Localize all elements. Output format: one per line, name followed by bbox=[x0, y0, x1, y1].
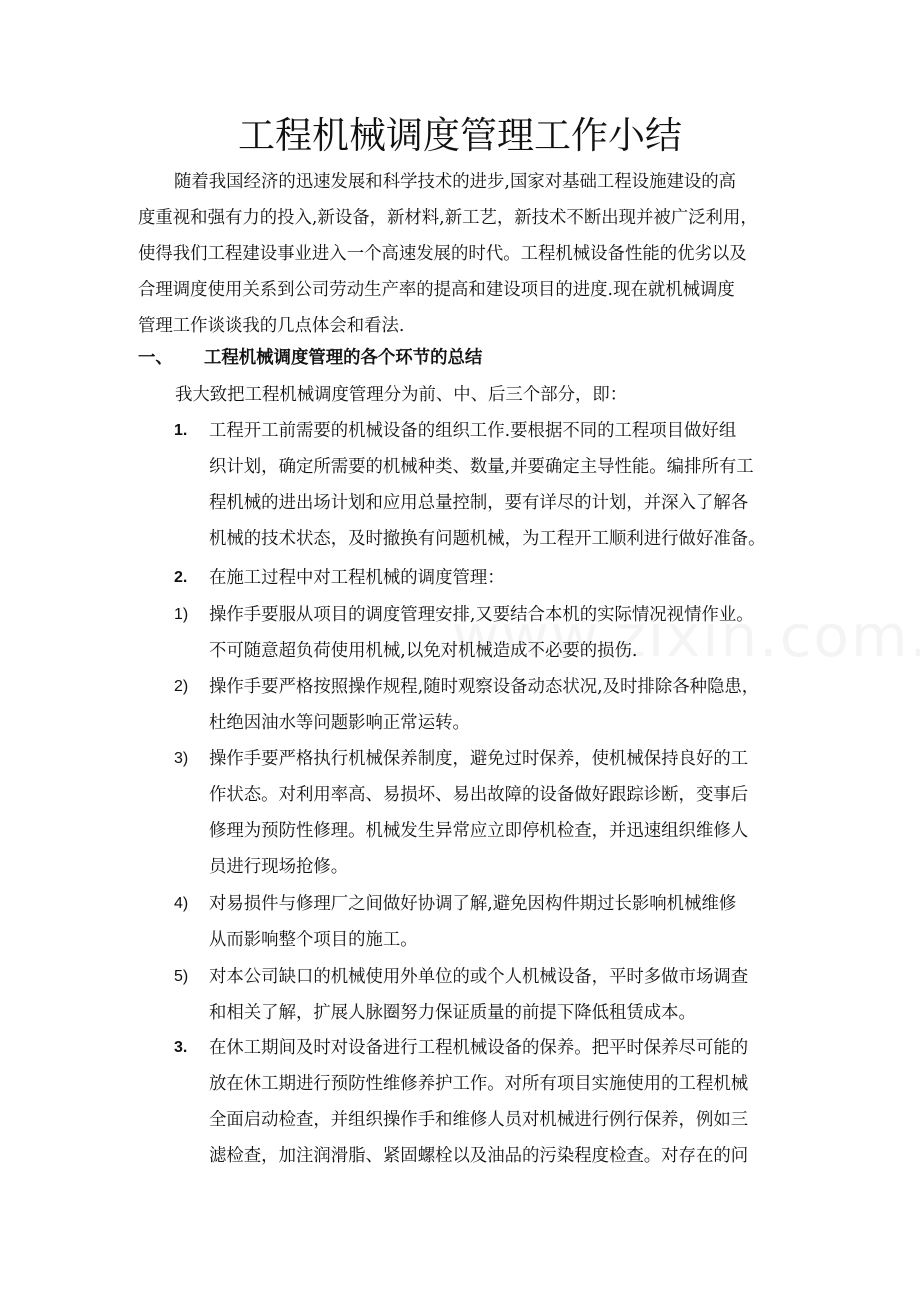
list-item-body bbox=[209, 741, 799, 885]
list-item-line: 工程开工前需要的机械设备的组织工作.要根据不同的工程项目做好组 bbox=[209, 421, 737, 441]
list-marker: 3) bbox=[174, 750, 189, 767]
intro-line: 管理工作谈谈我的几点体会和看法. bbox=[138, 316, 405, 336]
list-item-body bbox=[209, 597, 799, 669]
list-item-line: 对本公司缺口的机械使用外单位的或个人机械设备，平时多做市场调查 bbox=[209, 967, 749, 987]
list-item-line: 从而影响整个项目的施工。 bbox=[209, 930, 418, 950]
list-marker: 3. bbox=[174, 1039, 188, 1056]
list-item-line: 不可随意超负荷使用机械,以免对机械造成不必要的损伤. bbox=[209, 641, 638, 661]
list-item-line: 操作手要服从项目的调度管理安排,又要结合本机的实际情况视情作业。 bbox=[209, 605, 754, 625]
list-item-body bbox=[209, 1030, 799, 1174]
intro-paragraph bbox=[138, 164, 798, 344]
list-marker: 1) bbox=[174, 606, 189, 623]
list-item-line: 操作手要严格执行机械保养制度，避免过时保养，使机械保持良好的工 bbox=[209, 749, 749, 769]
list-item-line: 杜绝因油水等问题影响正常运转。 bbox=[209, 713, 470, 733]
list-item-body bbox=[209, 959, 799, 1031]
list-item-line: 放在休工期进行预防性维修养护工作。对所有项目实施使用的工程机械 bbox=[209, 1074, 749, 1094]
list-item-line: 滤检查，加注润滑脂、紧固螺栓以及油品的污染程度检查。对存在的问 bbox=[209, 1146, 749, 1166]
list-item-line: 在休工期间及时对设备进行工程机械设备的保养。把平时保养尽可能的 bbox=[209, 1038, 749, 1058]
document-title: 工程机械调度管理工作小结 bbox=[238, 114, 682, 157]
list-item-line: 对易损件与修理厂之间做好协调了解,避免因构件期过长影响机械维修 bbox=[209, 894, 737, 914]
intro-line: 使得我们工程建设事业进入一个高速发展的时代。工程机械设备性能的优劣以及 bbox=[138, 244, 747, 264]
list-item-line: 修理为预防性修理。机械发生异常应立即停机检查，并迅速组织维修人 bbox=[209, 821, 749, 841]
list-item-line: 员进行现场抢修。 bbox=[209, 857, 349, 877]
section-number: 一、 bbox=[138, 348, 173, 368]
list-item-line: 程机械的进出场计划和应用总量控制，要有详尽的计划，并深入了解各 bbox=[209, 493, 749, 513]
list-marker: 2. bbox=[174, 569, 188, 586]
list-item-body bbox=[209, 886, 799, 958]
intro-line: 合理调度使用关系到公司劳动生产率的提高和建设项目的进度.现在就机械调度 bbox=[138, 280, 735, 300]
list-item-line: 全面启动检查，并组织操作手和维修人员对机械进行例行保养，例如三 bbox=[209, 1110, 749, 1130]
list-item-body bbox=[209, 560, 799, 596]
intro-line: 随着我国经济的迅速发展和科学技术的进步,国家对基础工程设施建设的高 bbox=[174, 172, 737, 192]
list-marker: 2) bbox=[174, 678, 189, 695]
list-marker: 4) bbox=[174, 895, 189, 912]
list-item-line: 作状态。对利用率高、易损坏、易出故障的设备做好跟踪诊断，变事后 bbox=[209, 785, 749, 805]
section-intro: 我大致把工程机械调度管理分为前、中、后三个部分，即： bbox=[175, 385, 628, 405]
list-item-line: 在施工过程中对工程机械的调度管理： bbox=[209, 568, 505, 588]
list-marker: 1. bbox=[174, 422, 188, 439]
list-item-line: 操作手要严格按照操作规程,随时观察设备动态状况,及时排除各种隐患， bbox=[209, 677, 760, 697]
list-item-body bbox=[209, 413, 799, 557]
list-item-line: 机械的技术状态，及时撤换有问题机械，为工程开工顺利进行做好准备。 bbox=[209, 529, 766, 549]
list-item-body bbox=[209, 669, 799, 741]
section-heading bbox=[138, 343, 482, 373]
list-item-line: 和相关了解，扩展人脉圈努力保证质量的前提下降低租赁成本。 bbox=[209, 1003, 696, 1023]
list-marker: 5) bbox=[174, 968, 189, 985]
section-heading-text: 工程机械调度管理的各个环节的总结 bbox=[204, 348, 483, 368]
intro-line: 度重视和强有力的投入,新设备，新材料,新工艺，新技术不断出现并被广泛利用， bbox=[138, 208, 758, 228]
list-item-line: 织计划，确定所需要的机械种类、数量,并要确定主导性能。编排所有工 bbox=[209, 457, 754, 477]
